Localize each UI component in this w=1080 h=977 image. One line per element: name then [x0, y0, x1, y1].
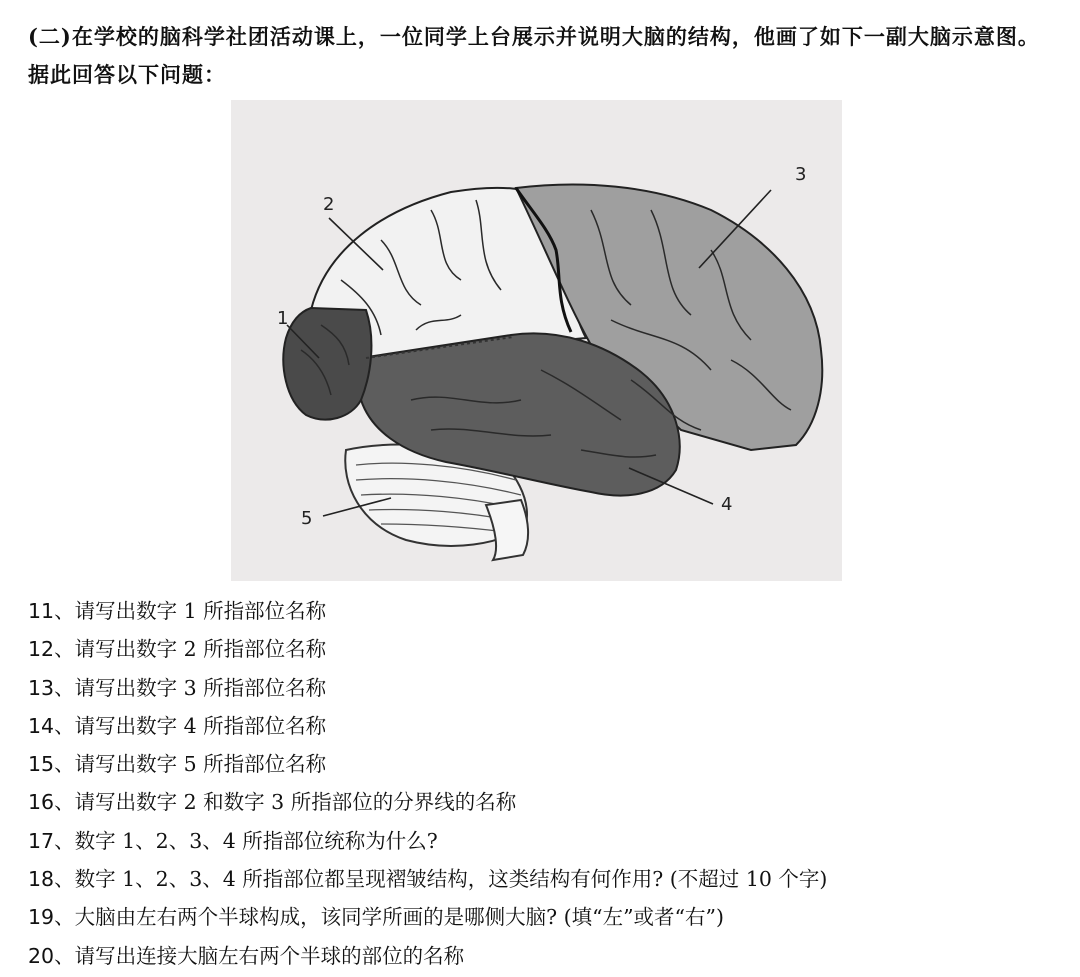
label-1: 1	[277, 308, 289, 329]
label-5: 5	[301, 508, 313, 529]
question-number: 15、	[28, 752, 75, 777]
intro-paragraph: (二)在学校的脑科学社团活动课上，一位同学上台展示并说明大脑的结构，他画了如下一副大脑示意图。据此回答以下问题：	[28, 24, 1040, 87]
question-list	[28, 592, 1068, 975]
question-item	[28, 592, 1068, 630]
question-number: 20、	[28, 943, 75, 968]
question-text: 请写出连接大脑左右两个半球的部位的名称	[74, 943, 465, 968]
question-number: 14、	[28, 713, 75, 738]
question-item	[28, 937, 1068, 975]
question-text: 大脑由左右两个半球构成，该同学所画的是哪侧大脑? (填“左”或者“右”)	[74, 905, 725, 930]
question-number: 18、	[28, 867, 75, 892]
brain-illustration	[231, 100, 842, 581]
label-3: 3	[795, 164, 807, 185]
question-number: 17、	[28, 828, 75, 853]
question-item	[28, 783, 1068, 821]
region-1	[283, 308, 371, 420]
question-number: 19、	[28, 905, 75, 930]
question-item	[28, 669, 1068, 707]
brain-diagram	[231, 100, 842, 581]
question-number: 11、	[28, 599, 75, 623]
question-number: 12、	[28, 637, 75, 662]
question-item	[28, 707, 1068, 745]
question-text: 请写出数字 2 和数字 3 所指部位的分界线的名称	[74, 790, 517, 815]
question-item	[28, 822, 1068, 860]
question-text: 请写出数字 4 所指部位名称	[74, 713, 327, 738]
question-text: 数字 1、2、3、4 所指部位统称为什么?	[74, 828, 438, 853]
question-item	[28, 630, 1068, 668]
question-item	[28, 860, 1068, 898]
question-item	[28, 745, 1068, 783]
question-text: 请写出数字 1 所指部位名称	[74, 599, 327, 623]
question-item	[28, 898, 1068, 936]
question-text: 请写出数字 5 所指部位名称	[74, 752, 327, 777]
label-2: 2	[323, 194, 335, 215]
question-text: 数字 1、2、3、4 所指部位都呈现褶皱结构，这类结构有何作用? (不超过 10 个字)	[74, 867, 828, 892]
label-4: 4	[721, 494, 733, 515]
question-text: 请写出数字 3 所指部位名称	[74, 675, 327, 700]
question-number: 16、	[28, 790, 75, 815]
question-number: 13、	[28, 675, 75, 700]
question-text: 请写出数字 2 所指部位名称	[74, 637, 327, 662]
